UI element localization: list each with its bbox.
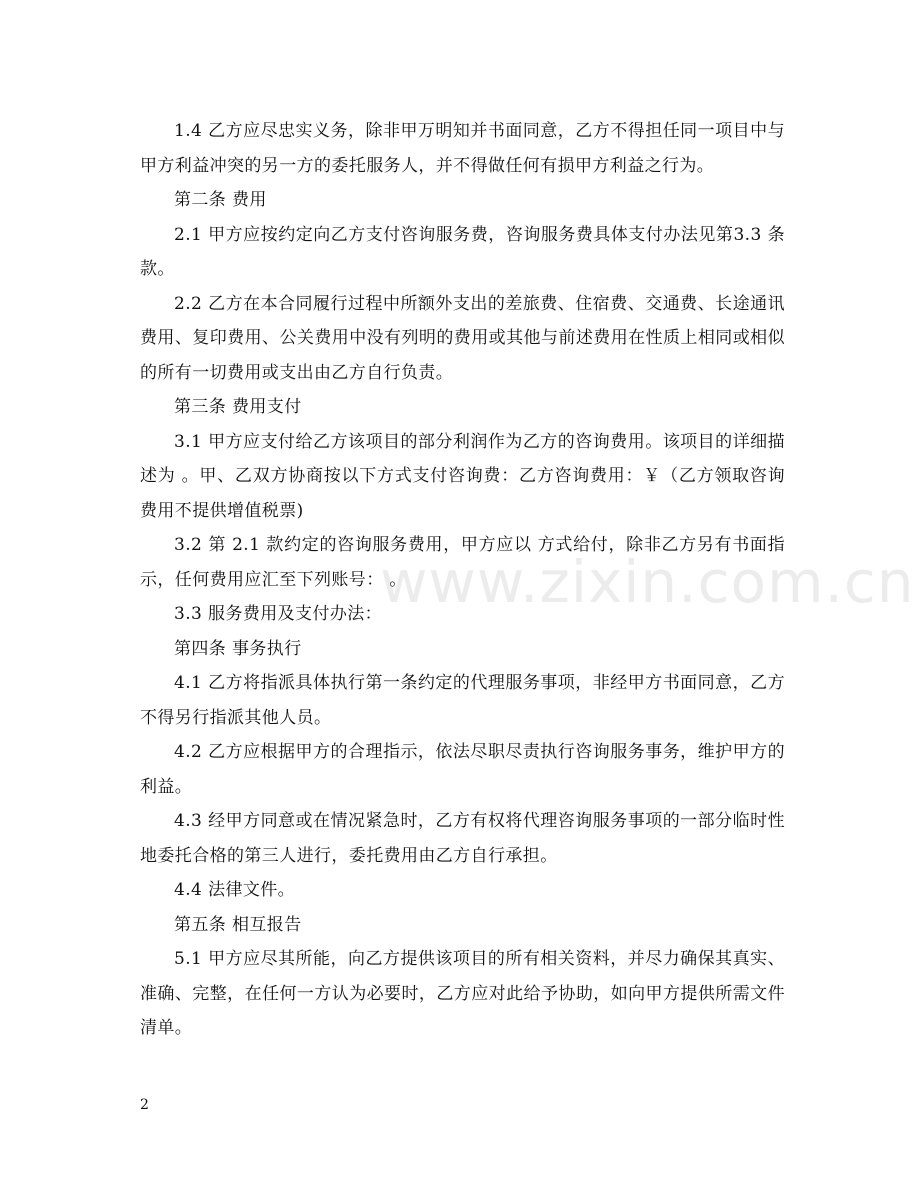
clause-4-4: 4.4 法律文件。	[174, 880, 296, 900]
article-2-heading: 第二条 费用	[174, 190, 267, 210]
clause-4-2: 4.2 乙方应根据甲方的合理指示，依法尽职尽责执行咨询服务事务，维护甲方的利益。	[140, 742, 785, 797]
clause-2-2: 2.2 乙方在本合同履行过程中所额外支出的差旅费、住宿费、交通费、长途通讯费用、复印费用、公关费用中没有列明的费用或其他与前述费用在性质上相同或相似的所有一切费用或支出由乙方自行负责。	[140, 293, 785, 383]
clause-5-1: 5.1 甲方应尽其所能，向乙方提供该项目的所有相关资料，并尽力确保其真实、准确、完整，在任何一方认为必要时，乙方应对此给予协助，如向甲方提供所需文件清单。	[140, 949, 785, 1038]
clause-3-1: 3.1 甲方应支付给乙方该项目的部分利润作为乙方的咨询费用。该项目的详细描述为 。甲、乙双方协商按以下方式支付咨询费：乙方咨询费用：￥（乙方领取咨询费用不提供增值税票)	[140, 431, 785, 521]
clause-4-3: 4.3 经甲方同意或在情况紧急时，乙方有权将代理咨询服务事项的一部分临时性地委托合格的第三人进行，委托费用由乙方自行承担。	[140, 811, 785, 866]
clause-4-1: 4.1 乙方将指派具体执行第一条约定的代理服务事项，非经甲方书面同意，乙方不得另行指派其他人员。	[140, 673, 785, 728]
clause-2-1: 2.1 甲方应按约定向乙方支付咨询服务费，咨询服务费具体支付办法见第3.3 条款。	[140, 224, 785, 279]
page-number: 2	[140, 1097, 149, 1113]
article-5-heading: 第五条 相互报告	[174, 914, 302, 935]
clause-1-4: 1.4 乙方应尽忠实义务，除非甲万明知并书面同意，乙方不得担任同一项目中与甲方利益冲突的另一方的委托服务人，并不得做任何有损甲方利益之行为。	[140, 121, 785, 176]
document-body	[140, 114, 785, 1046]
clause-3-3: 3.3 服务费用及支付办法：	[174, 604, 383, 624]
article-4-heading: 第四条 事务执行	[174, 638, 302, 659]
article-3-heading: 第三条 费用支付	[174, 397, 302, 417]
clause-3-2: 3.2 第 2.1 款约定的咨询服务费用，甲方应以 方式给付，除非乙方另有书面指示，任何费用应汇至下列账号： 。	[140, 535, 785, 590]
watermark: www.zixin.com.cn	[380, 548, 915, 616]
